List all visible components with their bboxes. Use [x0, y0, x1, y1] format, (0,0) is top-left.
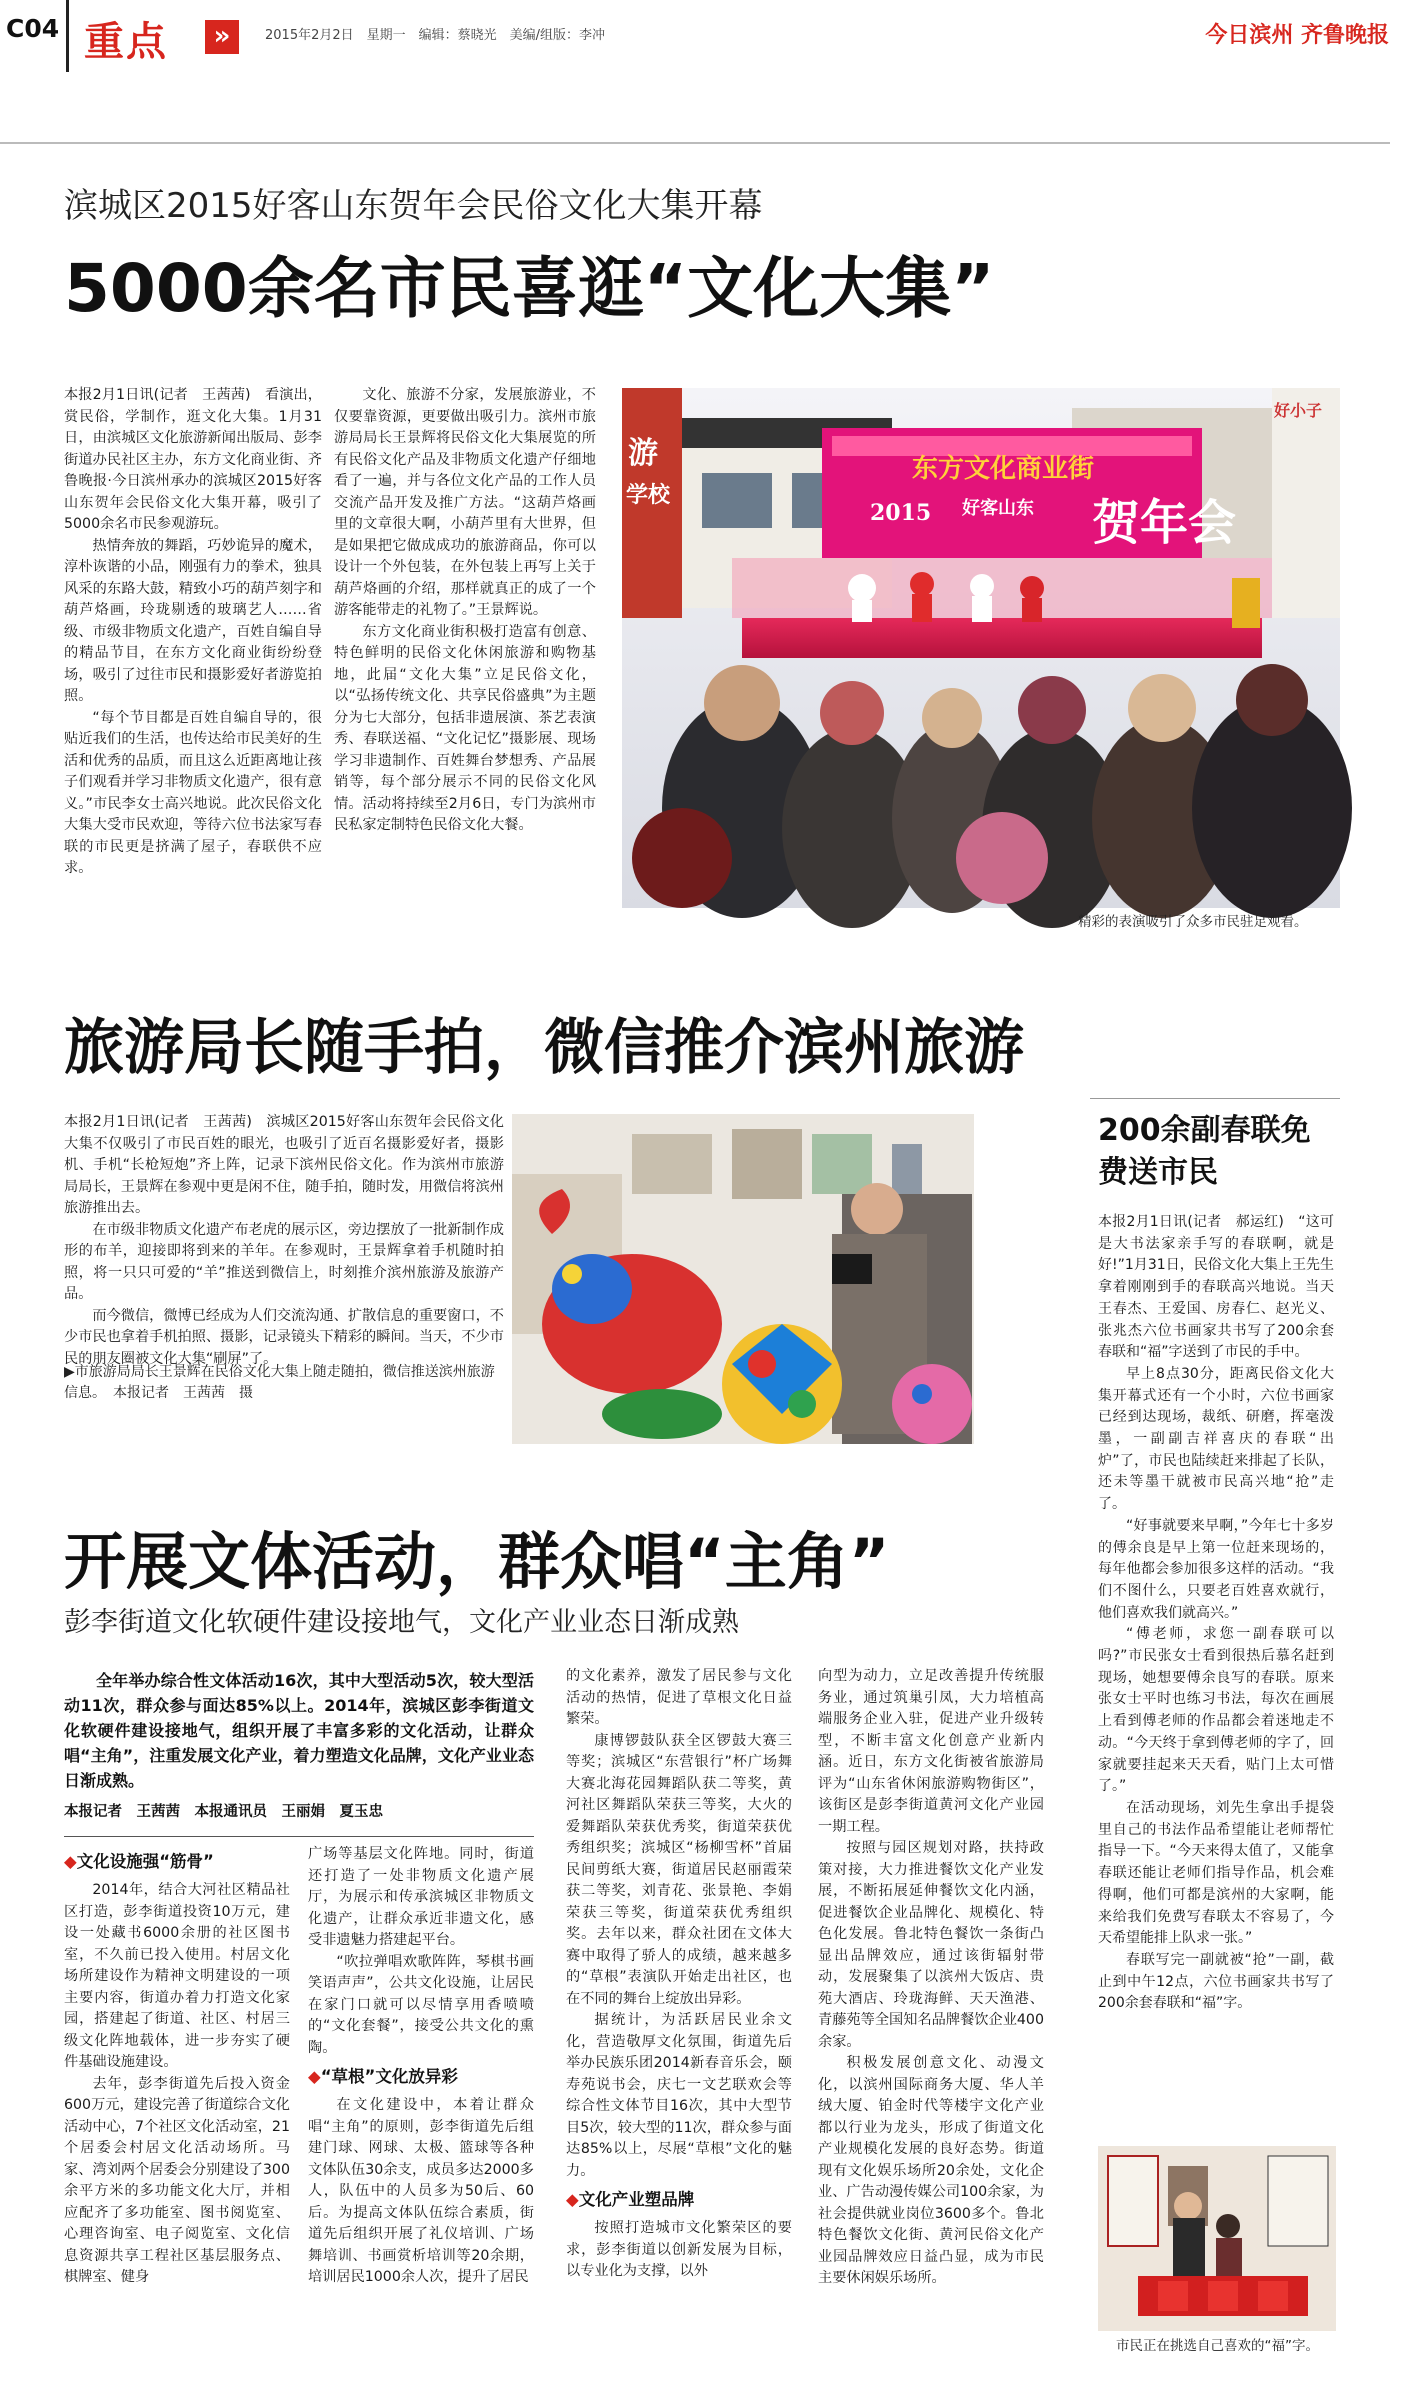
date-line: 2015年2月2日 星期一 编辑：蔡晓光 美编/组版：李冲 — [265, 28, 606, 43]
photo-shop-sign: 好小子 — [1274, 401, 1323, 420]
side-caption: 市民正在挑选自己喜欢的“福”字。 — [1116, 2338, 1319, 2354]
article3-column1: ◆文化设施强“筋骨” 2014年，结合大河社区精品社区打造，彭李街道投资10万元，建设一处藏书6000余册的社区图书室，不久前已投入使用。村居文化场所建设作为精神文明建设的一项主要内容，街道办着力打造文化家园，搭建起了街道、社区、村居三级文化阵地载体，进一步夯实了硬件基础设施建设。 去年，彭李街道先后投入资金600万元，建设完善了街道综合文化活动中心，7个社区文化活动室，21个居委会村居文化活动场所。马家、湾刘两个居委会分别建设了300余平方米的多功能文化大厅，并相应配齐了多功能室、图书阅览室、心理咨询室、电子阅览室、文化信息资源共享工程社区基层服务点、棋牌室、健身 — [64, 1852, 290, 2285]
couplet-photo — [1098, 2146, 1336, 2331]
header-rule — [0, 142, 1390, 144]
article2-caption: ▶市旅游局局长王景辉在民俗文化大集上随走随拍，微信推送滨州旅游信息。 本报记者 王茜茜 摄 — [64, 1364, 495, 1401]
article1-kicker: 滨城区2015好客山东贺年会民俗文化大集开幕 — [64, 186, 763, 226]
couplet-scene — [1098, 2146, 1336, 2331]
article3-byline: 本报记者 王茜茜 本报通讯员 王丽娟 夏玉忠 — [64, 1804, 383, 1820]
article3-column3: 的文化素养，激发了居民参与文化活动的热情，促进了草根文化日益繁荣。 康博锣鼓队获全区锣鼓大赛三等奖；滨城区“东营银行”杯广场舞大赛北海花园舞蹈队获二等奖，黄河社区舞蹈队荣获三等奖，大火的爱舞蹈队荣获优秀奖，街道荣获优秀组织奖；滨城区“杨柳雪杯”首届民间剪纸大赛，街道居民赵丽霞荣获二等奖，刘青花、张景艳、李娟荣获三等奖，街道荣获优秀组织奖。去年以来，群众社团在文体大赛中取得了骄人的成绩，越来越多的“草根”表演队开始走出社区，也在不同的舞台上绽放出异彩。 据统计，为活跃居民业余文化，营造敬厚文化氛围，街道先后举办民族乐团2014新春音乐会，颐寿苑说书会，庆七一文艺联欢会等综合性文体节目16次，其中大型节目5次，较大型的11次，群众参与面达85%以上，尽展“草根”文化的魅力。 ◆文化产业塑品牌 按照打造城市文化繁荣区的要求，彭李街道以创新发展为目标，以专业化为支撑，以外 — [566, 1668, 792, 2279]
article2-headline: 旅游局长随手拍，微信推介滨州旅游 — [64, 1013, 1024, 1083]
article3-column2: 广场等基层文化阵地。同时，街道还打造了一处非物质文化遗产展厅，为展示和传承滨城区非物质文化遗产，让群众承近非遗文化，感受非遗魅力搭建起平台。 “吹拉弹唱欢歌阵阵，琴棋书画笑语声声”，公共文化设施，让居民在家门口就可以尽情享用香喷喷的“文化套餐”，接受公共文化的熏陶。 ◆“草根”文化放异彩 在文化建设中，本着让群众唱“主角”的原则，彭李街道先后组建门球、网球、太极、篮球等各种文体队伍30余支，成员多达2000多人，队伍中的人员多为50后、60后。为提高文体队伍综合素质，街道先后组织开展了礼仪培训、广场舞培训、书画赏析培训等20余期，培训居民1000余人次，提升了居民 — [308, 1846, 534, 2285]
photo-left-sign: 游 — [628, 436, 658, 471]
double-chevron-icon: » — [205, 20, 239, 54]
side-headline: 200余副春联免费送市民 — [1098, 1113, 1311, 1190]
photo-year-text: 2015 — [870, 500, 932, 526]
header-divider — [66, 0, 69, 72]
page-header — [0, 0, 1409, 82]
article1-column1: 本报2月1日讯(记者 王茜茜) 看演出，赏民俗，学制作，逛文化大集。1月31日，由滨城区文化旅游新闻出版局、彭李街道办民社区主办，东方文化商业街、齐鲁晚报·今日滨州承办的滨城区2015好客山东贺年会民俗文化大集开幕，吸引了5000余名市民参观游玩。 热情奔放的舞蹈，巧妙诡异的魔术，淳朴诙谐的小品，刚强有力的拳术，独具风采的东路大鼓，精致小巧的葫芦刻字和葫芦烙画，玲珑剔透的玻璃艺人……省级、市级非物质文化遗产，百姓自编自导的精品节目，在东方文化商业街纷纷登场，吸引了过往市民和摄影爱好者游览拍照。 “每个节目都是百姓自编自导的，很贴近我们的生活，也传达给市民美好的生活和优秀的品质，而且这么近距离地让孩子们观看并学习非物质文化遗产，很有意义。”市民李女士高兴地说。此次民俗文化大集大受市民欢迎，等待六位书法家写春联的市民更是挤满了屋子，春联供不应求。 — [64, 387, 322, 876]
side-body: 本报2月1日讯(记者 郝运红) “这可是大书法家亲手写的春联啊，就是好!”1月31日，民俗文化大集上王先生拿着刚刚到手的春联高兴地说。当天王春杰、王爱国、房春仁、赵光义、张兆杰六位书画家共书写了200余套春联和“福”字送到了市民的手中。 早上8点30分，距离民俗文化大集开幕式还有一个小时，六位书画家已经到达现场，裁纸、研磨，挥毫泼墨，一副副吉祥喜庆的春联“出炉”了，市民也陆续赶来排起了长队，还未等墨干就被市民高兴地“抢”走了。 “好事就要来早啊，”今年七十多岁的傅余良是早上第一位赶来现场的，每年他都会参加很多这样的活动。“我们不图什么，只要老百姓喜欢就行，他们喜欢我们就高兴。” “傅老师，求您一副春联可以吗?”市民张女士看到很热后慕名赶到现场，她想要傅余良写的春联。原来张女士平时也练习书法，每次在画展上看到傅老师的作品都会着迷地走不动。“今天终于拿到傅老师的字了，回家就要挂起来天天看，贴门上太可惜了。” 在活动现场，刘先生拿出手提袋里自己的书法作品希望能让老师帮忙指导一下。“今天来得太值了，又能拿春联还能让老师们指导作品，机会难得啊，他们可都是滨州的大家啊，能来给我们免费写春联太不容易了，今天希望能排上队求一张。” 春联写完一副就被“抢”一副，截止到中午12点，六位书画家共书写了200余套春联和“福”字。 — [1098, 1214, 1334, 2012]
diamond-icon: ◆ — [566, 2190, 579, 2209]
diamond-icon: ◆ — [64, 1852, 77, 1871]
byline-rule — [64, 1836, 534, 1837]
masthead-brand: 今日滨州 齐鲁晚报 — [1205, 23, 1389, 48]
side-top-rule — [1090, 1098, 1340, 1099]
stage-performance-photo — [622, 388, 1340, 908]
article3-subhead: 彭李街道文化软硬件建设接地气，文化产业业态日渐成熟 — [64, 1607, 739, 1638]
article1-headline: 5000余名市民喜逛“文化大集” — [64, 250, 995, 327]
article2-body: 本报2月1日讯(记者 王茜茜) 滨城区2015好客山东贺年会民俗文化大集不仅吸引了市民百姓的眼光，也吸引了近百名摄影爱好者，摄影机、手机“长枪短炮”齐上阵，记录下滨州民俗文化。作为滨州市旅游局局长，王景辉在参观中更是闲不住，随手拍，随时发，用微信将滨州旅游推出去。 在市级非物质文化遗产布老虎的展示区，旁边摆放了一批新制作成形的布羊，迎接即将到来的羊年。在参观时，王景辉拿着手机随时拍照，将一只只可爱的“羊”推送到微信上，时刻推介滨州旅游及旅游产品。 而今微信，微博已经成为人们交流沟通、扩散信息的重要窗口，不少市民也拿着手机拍照、摄影，记录镜头下精彩的瞬间。当天，不少市民的朋友圈被文化大集“刷屏”了。 — [64, 1114, 504, 1367]
article3-column4: 向型为动力，立足改善提升传统服务业，通过筑巢引凤，大力培植高端服务企业入驻，促进产业升级转型，不断丰富文化创意产业新内涵。近日，东方文化街被省旅游局评为“山东省休闲旅游购物街区”，该街区是彭李街道黄河文化产业园一期工程。 按照与园区规划对路，扶持政策对接，大力推进餐饮文化产业发展，不断拓展延伸餐饮文化内涵，促进餐饮企业品牌化、规模化、特色化发展。鲁北特色餐饮一条街凸显出品牌效应，通过该街辐射带动，发展聚集了以滨州大饭店、贵苑大酒店、玲珑海鲜、天天渔港、青藤苑等全国知名品牌餐饮企业400余家。 积极发展创意文化、动漫文化，以滨州国际商务大厦、华人羊绒大厦、铂金时代等楼宇文化产业都以行业为龙头，形成了街道文化产业规模化发展的良好态势。街道现有文化娱乐场所20余处，文化企业、广告动漫传媒公司100余家，为社会提供就业岗位3600多个。鲁北特色餐饮文化街、黄河民俗文化产业园品牌效应日益凸显，成为市民主要休闲娱乐场所。 — [818, 1668, 1044, 2286]
page-code: C04 — [6, 14, 60, 43]
photo-slogan-text: 好客山东 — [962, 498, 1034, 519]
article1-column2: 文化、旅游不分家，发展旅游业，不仅要靠资源，更要做出吸引力。滨州市旅游局局长王景辉将民俗文化大集展览的所有民俗文化产品及非物质文化遗产仔细地看了一遍，并与各位文化产品的工作人员交流产品开发及推广方法。“这葫芦烙画里的文章很大啊，小葫芦里有大世界，但是如果把它做成成功的旅游商品，你可以设计一个外包装，在外包装上再写上关于葫芦烙画的介绍，那样就真正的成了一个游客能带走的礼物了。”王景辉说。 东方文化商业街积极打造富有创意、特色鲜明的民俗文化休闲旅游和购物基地，此届“文化大集”立足民俗文化，以“弘扬传统文化、共享民俗盛典”为主题分为七大部分，包括非遗展演、茶艺表演秀、春联送福、“文化记忆”摄影展、现场学习非遗制作、百姓舞台梦想秀、产品展销等，每个部分展示不同的民俗文化风情。活动将持续至2月6日，专门为滨州市民私家定制特色民俗文化大餐。 — [334, 387, 596, 833]
article3-lead: 全年举办综合性文体活动16次，其中大型活动5次，较大型活动11次，群众参与面达85%以上。2014年，滨城区彭李街道文化软硬件建设接地气，组织开展了丰富多彩的文化活动，让群众唱“主角”，注重发展文化产业，着力塑造文化品牌，文化产业业态日渐成熟。 — [64, 1671, 534, 1790]
photo-greeting-text: 贺年会 — [1092, 495, 1237, 551]
photo-left-sign2: 学校 — [626, 483, 671, 508]
section-name: 重点 — [84, 19, 168, 65]
director-scene — [512, 1114, 974, 1444]
director-photo — [512, 1114, 974, 1444]
article1-caption: 精彩的表演吸引了众多市民驻足观看。 — [1078, 914, 1308, 930]
photo-banner-text: 东方文化商业街 — [912, 454, 1095, 484]
diamond-icon: ◆ — [308, 2067, 321, 2086]
article3-headline: 开展文体活动，群众唱“主角” — [64, 1525, 890, 1598]
